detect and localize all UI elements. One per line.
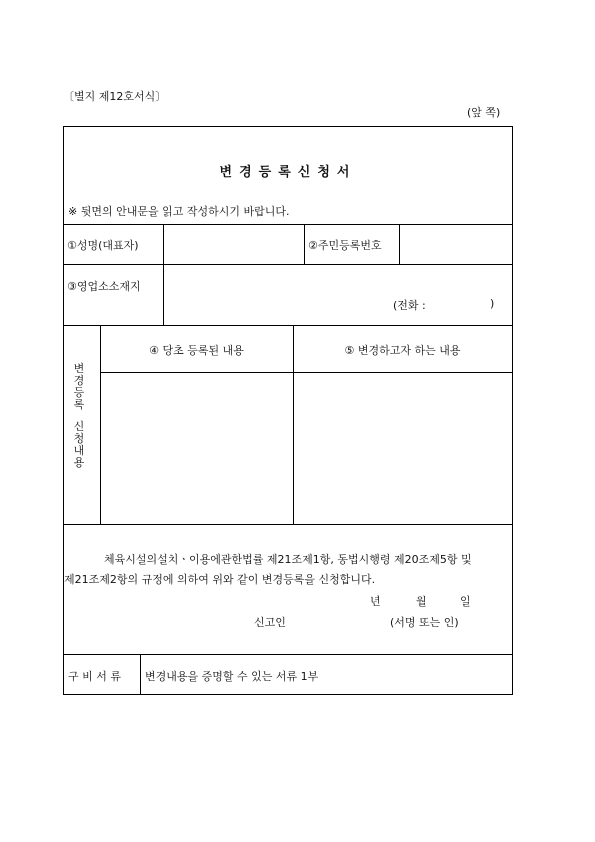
resident-number-label: ②주민등록번호 <box>308 239 382 252</box>
section-label <box>72 363 86 469</box>
divider <box>140 654 141 695</box>
divider <box>163 224 164 325</box>
section-label-part-1: 변경등록 <box>73 362 85 411</box>
divider <box>399 224 400 264</box>
divider <box>64 654 512 655</box>
address-field[interactable] <box>168 273 508 289</box>
section-label-part-2: 신청내용 <box>73 420 85 469</box>
change-content-header: ⑤ 변경하고자 하는 내용 <box>344 344 461 357</box>
application-form <box>63 126 513 695</box>
form-number: 〔별지 제12호서식〕 <box>63 90 167 103</box>
applicant-label: 신고인 <box>254 616 286 629</box>
day-label: 일 <box>460 595 471 608</box>
declaration-line-1: 체육시설의설치ㆍ이용에관한법률 제21조제1항, 동법시행령 제20조제5항 및 <box>104 553 472 566</box>
required-documents-label: 구 비 서 류 <box>68 670 121 683</box>
phone-label: (전화 : <box>393 299 426 312</box>
resident-number-field[interactable] <box>404 237 508 253</box>
phone-close: ) <box>490 297 495 310</box>
divider <box>304 224 305 264</box>
original-content-header: ④ 당초 등록된 내용 <box>149 344 244 357</box>
form-title: 변경등록신청서 <box>219 165 357 180</box>
instruction-notice: ※ 뒷면의 안내문을 읽고 작성하시기 바랍니다. <box>68 205 290 218</box>
signature-label: (서명 또는 인) <box>390 616 459 629</box>
divider <box>64 325 512 326</box>
required-documents-value: 변경내용을 증명할 수 있는 서류 1부 <box>145 670 319 683</box>
name-field[interactable] <box>168 237 300 253</box>
original-content-field[interactable] <box>104 377 288 519</box>
change-content-field[interactable] <box>297 377 507 519</box>
divider <box>64 264 512 265</box>
divider <box>64 224 512 225</box>
phone-field[interactable] <box>434 297 486 311</box>
declaration-line-2: 제21조제2항의 규정에 의하여 위와 같이 변경등록을 신청합니다. <box>64 573 376 586</box>
divider <box>64 524 512 525</box>
address-label: ③영업소소재지 <box>67 280 141 293</box>
name-label: ①성명(대표자) <box>67 239 139 252</box>
month-label: 월 <box>416 595 427 608</box>
divider <box>100 372 512 373</box>
year-label: 년 <box>370 595 381 608</box>
page-side-label: (앞 쪽) <box>467 106 501 119</box>
